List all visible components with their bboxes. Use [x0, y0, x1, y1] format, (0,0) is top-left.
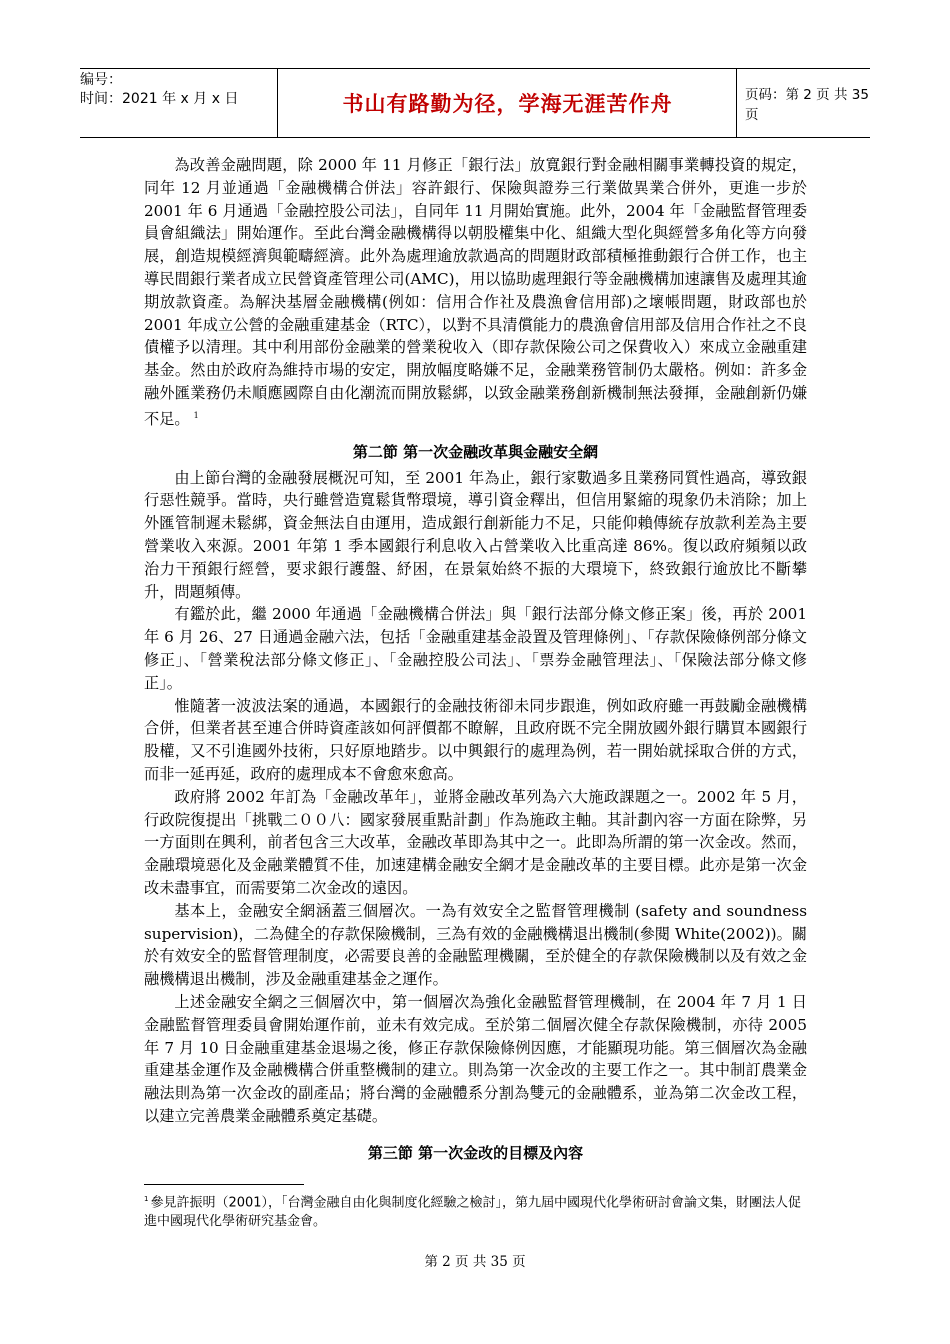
header-number: 编号： [80, 72, 122, 88]
section-2-title: 第二節 第一次金融改革與金融安全網 [352, 442, 599, 461]
header-page-info: 页码：第 2 页 共 35 页 [745, 87, 869, 123]
paragraph-6: 基本上，金融安全網涵蓋三個層次。一為有效安全之監督管理機制 (safety and soundness supervision)，二為健全的存款保險機制，三為有效的金融機構退出機制(參閱 White(2002))。關於有效安全的監督管理制度，必需要良善的金融監理機關，至於健全的存款保險機制以及有效之金融機構退出機制，涉及金融重建基金之運作。 [144, 901, 807, 989]
page-header [80, 68, 870, 138]
paragraph-5: 政府將 2002 年訂為「金融改革年」，並將金融改革列為六大施政課題之一。2002 年 5 月，行政院復提出「挑戰二００八：國家發展重點計劃」作為施政主軸。其計劃內容一方面在除弊，另一方面則在興利，前者包含三大改革，金融改革即為其中之一。此即為所謂的第一次金改。然而，金融環境惡化及金融業體質不佳，加速建構金融安全網才是金融改革的主要目標。此亦是第一次金改未盡事宜，而需要第二次金改的遠因。 [144, 787, 807, 897]
footnote-mark: 1 [144, 1195, 149, 1203]
footnote-divider [144, 1184, 304, 1185]
paragraph-3: 有鑑於此，繼 2000 年通過「金融機構合併法」與「銀行法部分條文修正案」後，再於 2001 年 6 月 26、27 日通過金融六法，包括「金融重建基金設置及管理條例」、「存款保險條例部分條文修正」、「營業稅法部分條文修正」、「金融控股公司法」、「票券金融管理法」、「保險法部分條文修正」。 [144, 605, 807, 692]
paragraph-1 [144, 154, 807, 431]
paragraph-1-text: 為改善金融問題，除 2000 年 11 月修正「銀行法」放寬銀行對金融相關事業轉投資的規定，同年 12 月並通過「金融機構合併法」容許銀行、保險與證券三行業做異業合併外，更進一步於 2001 年 6 月通過「金融控股公司法」，自同年 11 月開始實施。此外，2004 年「金融監督管理委員會組織法」開始運作。至此台灣金融機構得以朝股權集中化、組織大型化與經營多角化等方向發展，創造規模經濟與範疇經濟。此外為處理逾放款過高的問題財政部積極推動銀行合併工作，也主導民間銀行業者成立民營資產管理公司(AMC)，用以協助處理銀行等金融機構加速讓售及處理其逾期放款資產。為解決基層金融機構(例如：信用合作社及農漁會信用部)之壞帳問題，財政部也於 2001 年成立公營的金融重建基金（RTC），以對不具清償能力的農漁會信用部及信用合作社之不良債權予以清理。其中利用部份金融業的營業稅收入（即存款保險公司之保費收入）來成立金融重建基金。然由於政府為維持市場的安定，開放幅度略嫌不足，金融業務管制仍太嚴格。例如：許多金融外匯業務仍未順應國際自由化潮流而開放鬆綁，以致金融業務創新機制無法發揮，金融創新仍嫌不足。 [144, 156, 807, 428]
header-motto: 书山有路勤为径，学海无涯苦作舟 [279, 69, 737, 137]
paragraph-2: 由上節台灣的金融發展概況可知，至 2001 年為止，銀行家數過多且業務同質性過高，導致銀行惡性競爭。當時，央行雖營造寬鬆貨幣環境，導引資金釋出，但信用緊縮的現象仍未消除；加上外匯管制遲未鬆綁，資金無法自由運用，造成銀行創新能力不足，只能仰賴傳統存放款利差為主要營業收入來源。2001 年第 1 季本國銀行利息收入占營業收入比重高達 86%。復以政府頻頻以政治力干預銀行經營，要求銀行護盤、紓困，在景氣始終不振的大環境下，終致銀行逾放比不斷攀升，問題頻傳。 [144, 468, 807, 601]
footnote-ref[interactable]: 1 [193, 410, 199, 420]
footnote-text: 參見許振明（2001），「台灣金融自由化與制度化經驗之檢討」，第九屆中國現代化學術研討會論文集，財團法人促進中國現代化學術研究基金會。 [144, 1195, 802, 1230]
paragraph-4: 惟隨著一波波法案的通過，本國銀行的金融技術卻未同步跟進，例如政府雖一再鼓勵金融機構合併，但業者甚至連合併時資產該如何評價都不瞭解，且政府既不完全開放國外銀行購買本國銀行股權，又不引進國外技術，只好原地踏步。以中興銀行的處理為例，若一開始就採取合併的方式，而非一延再延，政府的處理成本不會愈來愈高。 [144, 696, 807, 783]
footnote [144, 1190, 807, 1231]
header-time: 时间：2021 年 x 月 x 日 [80, 91, 239, 107]
paragraph-7: 上述金融安全網之三個層次中，第一個層次為強化金融監督管理機制，在 2004 年 7 月 1 日金融監督管理委員會開始運作前，並未有效完成。至於第二個層次健全存款保險機制，亦待 2005 年 7 月 10 日金融重建基金退場之後，修正存款保險條例因應，才能顯現功能。第三個層次為金融重建基金運作及金融機構合併重整機制的建立。則為第一次金改的主要工作之一。其中制訂農業金融法則為第一次金改的副產品；將台灣的金融體系分割為雙元的金融體系，並為第二次金改工程，以建立完善農業金融體系奠定基礎。 [144, 992, 807, 1125]
header-meta [80, 69, 278, 137]
document-body [144, 154, 807, 1168]
page-footer: 第 2 页 共 35 页 [424, 1254, 526, 1270]
section-3-title: 第三節 第一次金改的目標及內容 [367, 1143, 584, 1162]
